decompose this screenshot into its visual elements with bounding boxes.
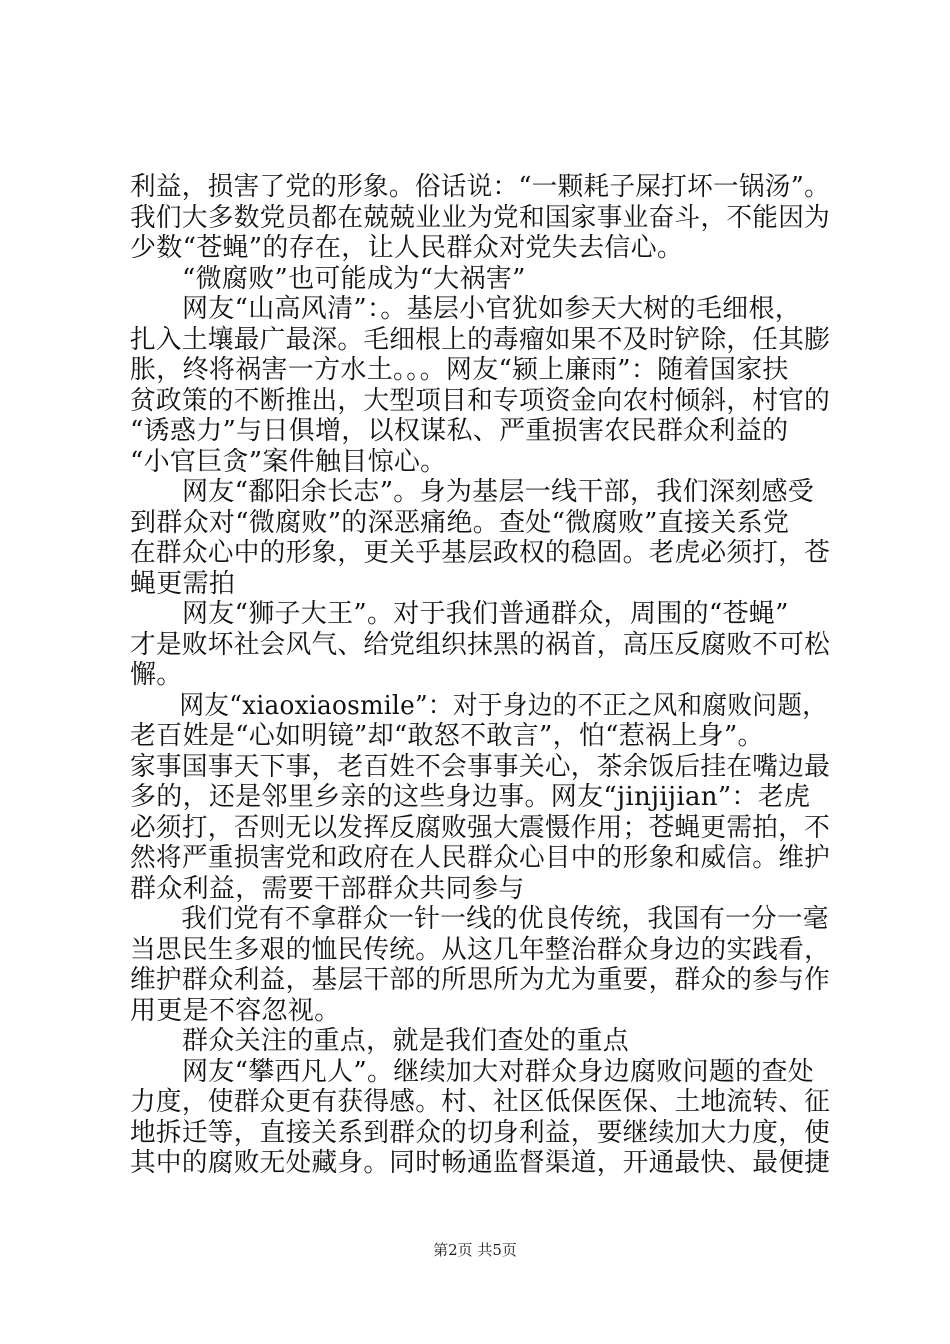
text-line: 懈。	[130, 660, 183, 690]
text-line: 扎入土壤最广最深。毛细根上的毒瘤如果不及时铲除，任其膨	[130, 324, 831, 355]
text-line: 多的，还是邻里乡亲的这些身边事。网友“jinjijian”：老虎	[130, 782, 811, 812]
text-line: 当思民生多艰的恤民传统。从这几年整治群众身边的实践看，	[130, 934, 831, 965]
text-line: “诱惑力”与日俱增，以权谋私、严重损害农民群众利益的	[130, 416, 789, 446]
text-line: 维护群众利益，基层干部的所思所为尤为重要，群众的参与作	[130, 965, 831, 995]
text-line: 胀，终将祸害一方水土。。。网友“颍上廉雨”：随着国家扶	[130, 355, 789, 385]
text-line: 网友“鄱阳余长志”。身为基层一线干部，我们深刻感受	[182, 477, 815, 507]
text-line: 然将严重损害党和政府在人民群众心目中的形象和威信。维护	[130, 843, 831, 873]
text-line: 贫政策的不断推出，大型项目和专项资金向农村倾斜，村官的	[130, 385, 831, 416]
page-footer: 第2页 共5页	[433, 1241, 517, 1259]
text-line: 网友“xiaoxiaosmile”：对于身边的不正之风和腐败问题，	[179, 690, 828, 721]
text-line: 家事国事天下事，老百姓不会事事关心，茶余饭后挂在嘴边最	[130, 751, 831, 782]
text-line: “微腐败”也可能成为“大祸害”	[182, 263, 526, 294]
text-line: 老百姓是“心如明镜”却“敢怒不敢言”，怕“惹祸上身”。	[130, 721, 764, 751]
text-line: 到群众对“微腐败”的深恶痛绝。查处“微腐败”直接关系党	[130, 507, 790, 538]
document-body	[130, 172, 830, 1179]
text-line: 群众利益，需要干部群众共同参与	[130, 873, 525, 904]
text-line: 利益，损害了党的形象。俗话说：“一颗耗子屎打坏一锅汤”。	[130, 172, 830, 202]
text-line: 必须打，否则无以发挥反腐败强大震慑作用；苍蝇更需拍，不	[130, 812, 831, 843]
text-line: 在群众心中的形象，更关乎基层政权的稳固。老虎必须打，苍	[130, 538, 831, 568]
text-line: 力度，使群众更有获得感。村、社区低保医保、土地流转、征	[130, 1087, 831, 1117]
text-line: 地拆迁等，直接关系到群众的切身利益，要继续加大力度，使	[130, 1117, 831, 1148]
text-line: 才是败坏社会风气、给党组织抹黑的祸首，高压反腐败不可松	[130, 629, 831, 660]
text-line: 蝇更需拍	[130, 568, 236, 599]
text-line: 网友“山高风清”：。基层小官犹如参天大树的毛细根，	[182, 294, 802, 324]
text-line: 用更是不容忽视。	[130, 995, 341, 1026]
text-line: 群众关注的重点，就是我们查处的重点	[182, 1026, 630, 1056]
text-line: “小官巨贪”案件触目惊心。	[130, 446, 447, 477]
text-line: 网友“攀西凡人”。继续加大对群众身边腐败问题的查处	[182, 1056, 815, 1087]
text-line: 其中的腐败无处藏身。同时畅通监督渠道，开通最快、最便捷	[130, 1148, 831, 1178]
text-line: 我们党有不拿群众一针一线的优良传统，我国有一分一毫	[181, 904, 829, 934]
text-line: 我们大多数党员都在兢兢业业为党和国家事业奋斗，不能因为	[130, 202, 831, 233]
text-line: 少数“苍蝇”的存在，让人民群众对党失去信心。	[130, 233, 684, 263]
text-line: 网友“狮子大王”。对于我们普通群众，周围的“苍蝇”	[182, 599, 789, 629]
